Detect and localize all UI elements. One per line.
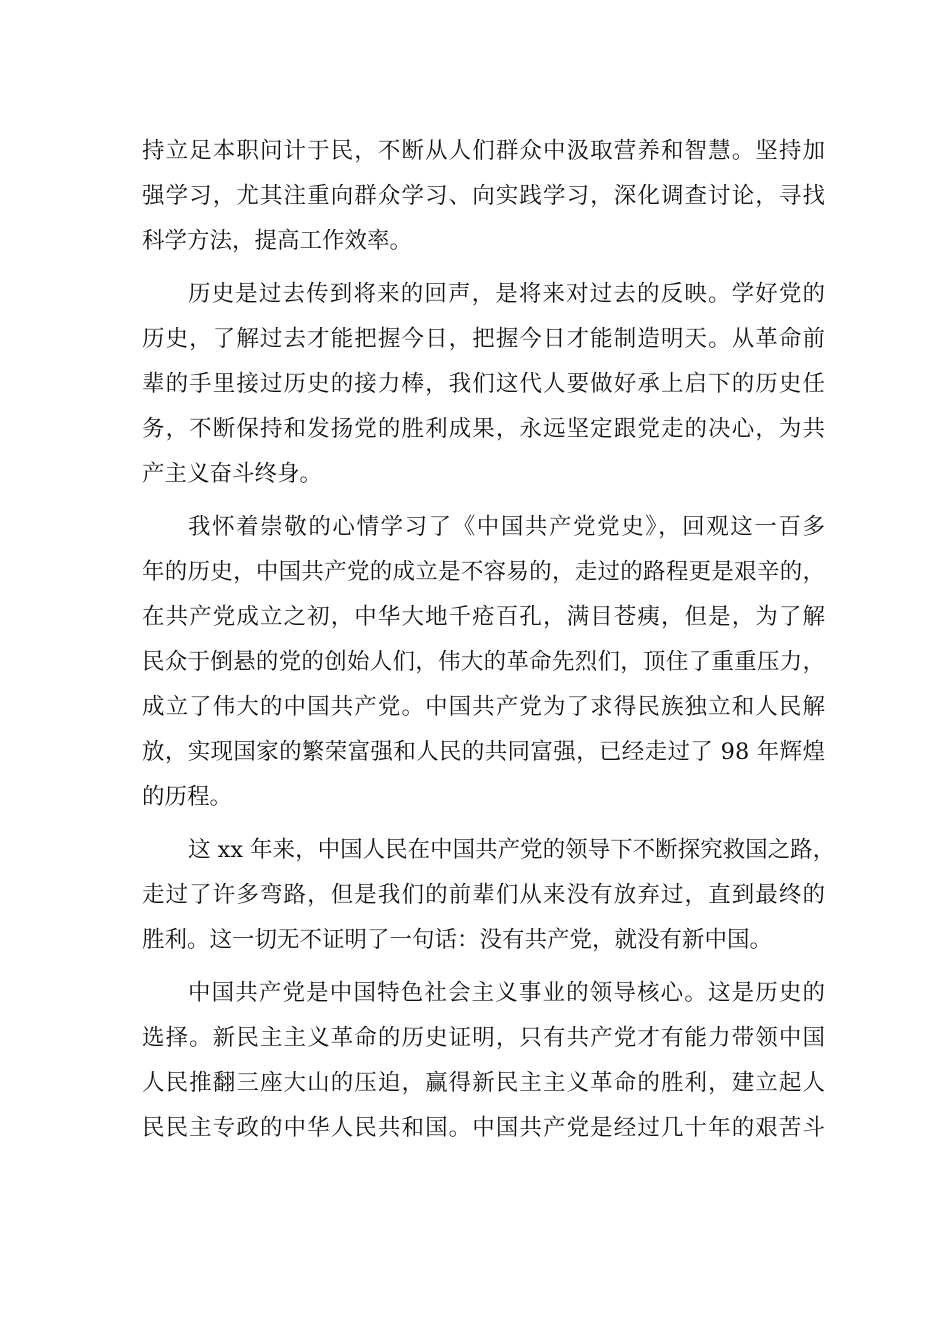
text-line: 在共产党成立之初，中华大地千疮百孔，满目苍痍，但是，为了解 (142, 604, 825, 630)
text-line: 人民推翻三座大山的压迫，赢得新民主主义革命的胜利，建立起人 (142, 1070, 825, 1096)
text-line: 辈的手里接过历史的接力棒，我们这代人要做好承上启下的历史任 (142, 371, 825, 397)
text-line: 持立足本职问计于民，不断从人们群众中汲取营养和智慧。坚持加 (142, 138, 825, 164)
text-line: 这 xx 年来，中国人民在中国共产党的领导下不断探究救国之路， (188, 837, 836, 863)
text-line: 历史，了解过去才能把握今日，把握今日才能制造明天。从革命前 (142, 326, 825, 352)
text-line: 胜利。这一切无不证明了一句话：没有共产党，就没有新中国。 (142, 927, 773, 953)
text-line: 的历程。 (142, 784, 233, 810)
paragraph-1 (142, 129, 825, 264)
paragraph-5 (142, 971, 825, 1151)
text-line: 科学方法，提高工作效率。 (142, 228, 413, 254)
text-line: 产主义奋斗终身。 (142, 461, 323, 487)
text-line: 成立了伟大的中国共产党。中国共产党为了求得民族独立和人民解 (142, 694, 825, 720)
text-line: 务，不断保持和发扬党的胜利成果，永远坚定跟党走的决心，为共 (142, 416, 825, 442)
paragraph-2 (142, 272, 825, 497)
text-line: 我怀着崇敬的心情学习了《中国共产党党史》，回观这一百多 (188, 514, 825, 540)
text-line: 强学习，尤其注重向群众学习、向实践学习，深化调查讨论，寻找 (142, 183, 825, 209)
text-line: 中国共产党是中国特色社会主义事业的领导核心。这是历史的 (188, 980, 825, 1006)
paragraph-3 (142, 505, 825, 820)
document-body (142, 129, 836, 1159)
text-line: 走过了许多弯路，但是我们的前辈们从来没有放弃过，直到最终的 (142, 882, 825, 908)
text-line: 民民主专政的中华人民共和国。中国共产党是经过几十年的艰苦斗 (142, 1115, 825, 1141)
text-line: 放，实现国家的繁荣富强和人民的共同富强，已经走过了 98 年辉煌 (142, 739, 825, 765)
text-line: 历史是过去传到将来的回声，是将来对过去的反映。学好党的 (188, 281, 825, 307)
text-line: 选择。新民主主义革命的历史证明，只有共产党才有能力带领中国 (142, 1025, 825, 1051)
text-line: 年的历史，中国共产党的成立是不容易的，走过的路程更是艰辛的， (142, 559, 825, 585)
text-line: 民众于倒悬的党的创始人们，伟大的革命先烈们，顶住了重重压力， (142, 649, 825, 675)
paragraph-4 (142, 828, 836, 963)
